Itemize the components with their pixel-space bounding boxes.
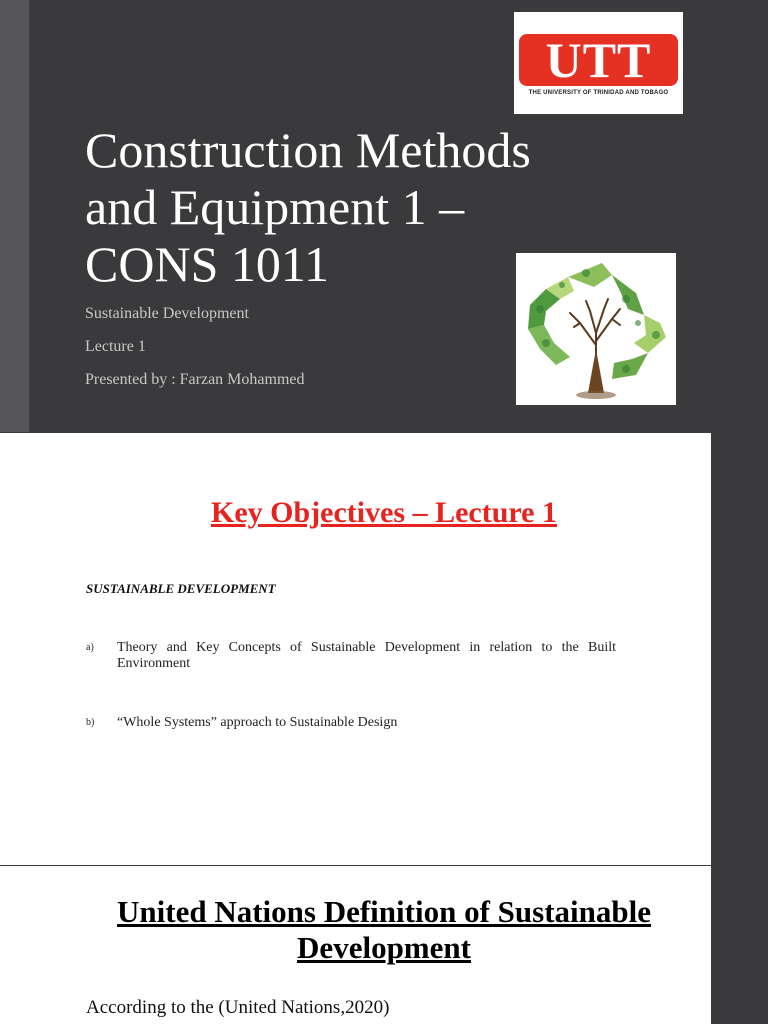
objectives-slide bbox=[0, 433, 711, 865]
side-accent-strip bbox=[0, 0, 29, 432]
title-slide bbox=[0, 0, 768, 432]
recycling-tree-icon bbox=[516, 253, 676, 405]
un-definition-heading bbox=[0, 894, 768, 966]
objective-item bbox=[86, 640, 616, 672]
un-definition-paragraph: According to the (United Nations,2020) bbox=[86, 997, 390, 1018]
section-label: SUSTAINABLE DEVELOPMENT bbox=[86, 581, 276, 596]
objective-text: “Whole Systems” approach to Sustainable Design bbox=[117, 715, 398, 730]
presentation-subtitle: Sustainable Development bbox=[85, 305, 249, 322]
utt-logo bbox=[514, 12, 683, 114]
lecture-label: Lecture 1 bbox=[85, 338, 146, 355]
presentation-title: Construction Methods and Equipment 1 – CONS 1011 bbox=[85, 122, 531, 292]
objective-item bbox=[86, 715, 616, 731]
utt-logo-mark: UTT bbox=[519, 34, 678, 86]
utt-logo-subtext: THE UNIVERSITY OF TRINIDAD AND TOBAGO bbox=[528, 90, 669, 96]
objective-marker: a) bbox=[86, 642, 94, 653]
objectives-heading: Key Objectives – Lecture 1 bbox=[210, 496, 557, 529]
un-definition-slide bbox=[0, 866, 711, 1024]
un-definition-heading-text: United Nations Definition of Sustainable Development bbox=[117, 894, 651, 965]
objective-text: Theory and Key Concepts of Sustainable Development in relation to the Built Environment bbox=[117, 640, 616, 671]
objective-marker: b) bbox=[86, 717, 95, 728]
presenter-label: Presented by : Farzan Mohammed bbox=[85, 371, 305, 388]
